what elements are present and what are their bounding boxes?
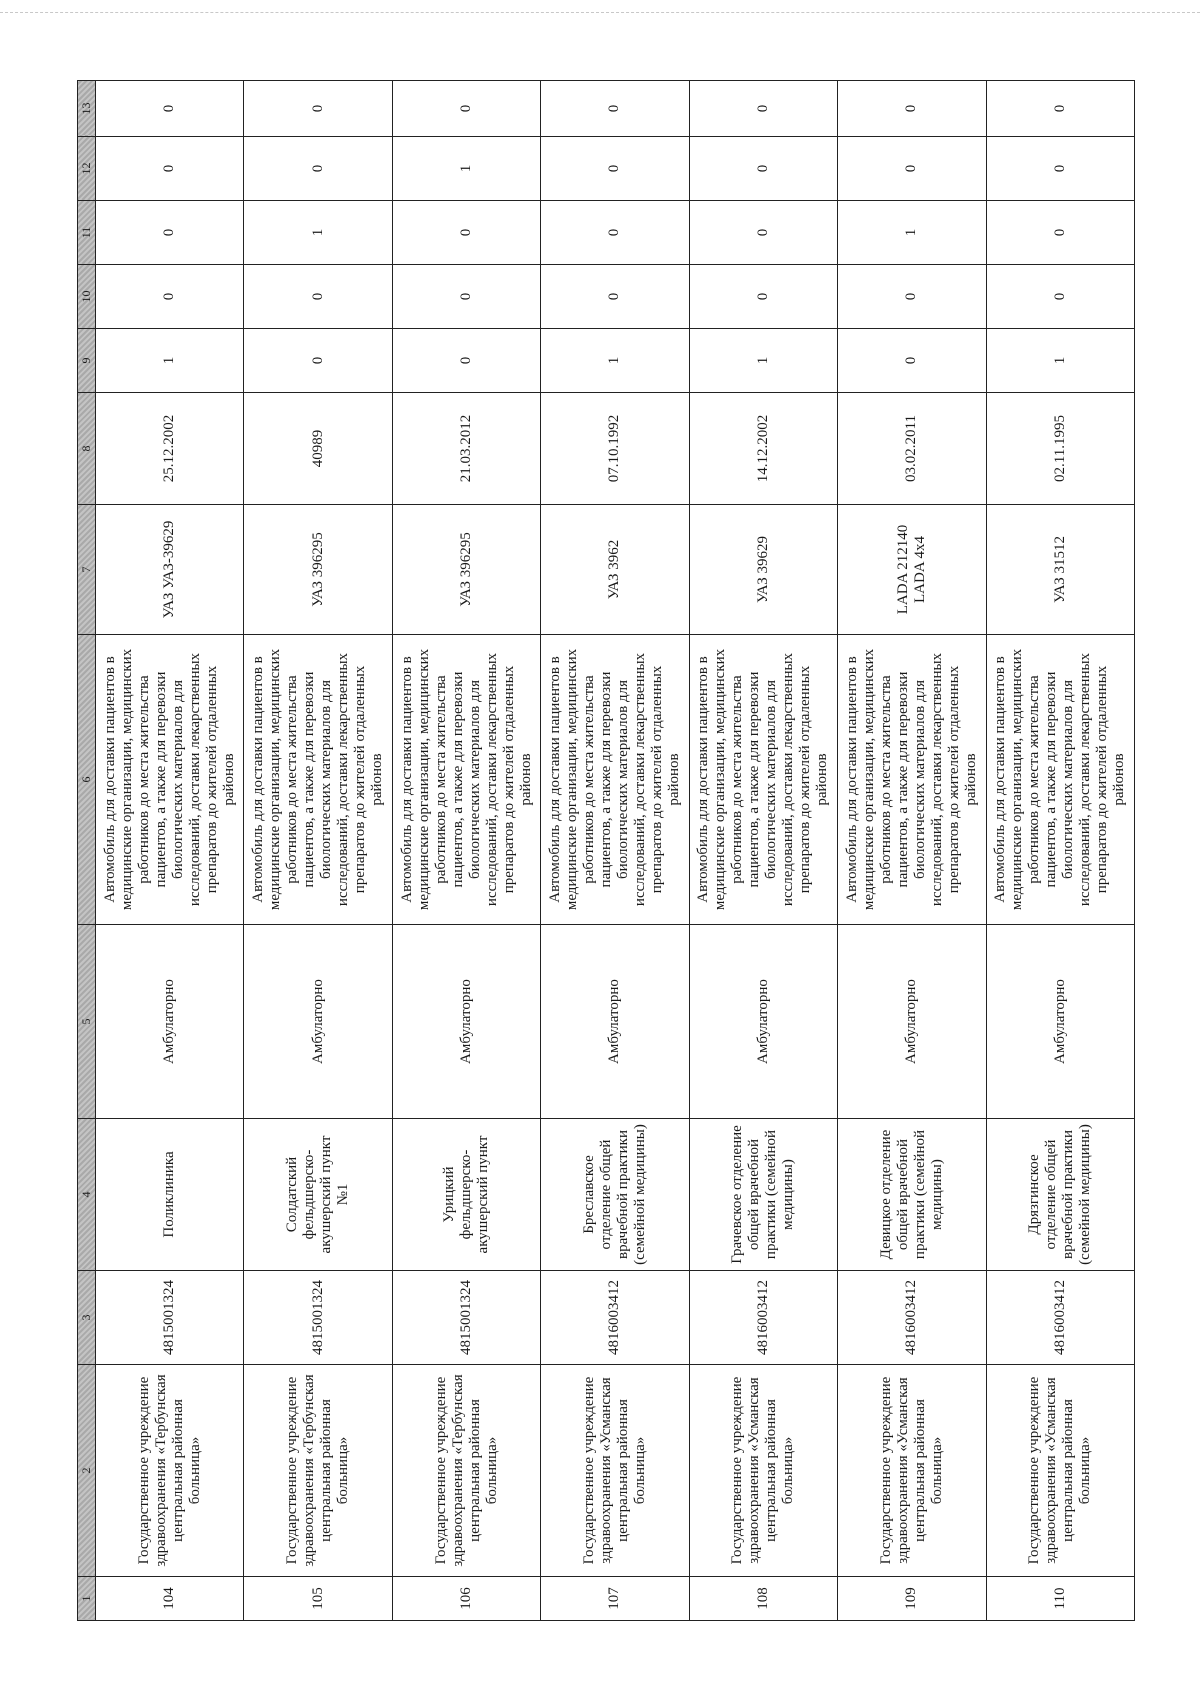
subdivision-name: Бреславское отделение общей врачебной практики (семейной медицины) <box>541 1119 689 1271</box>
vehicle-purpose: Автомобиль для доставки пациентов в медицинские организации, медицинских работников до места жительства пациентов, а также для перевозки биологических материалов для исследований, доставки лекарственных препаратов до жителей отдаленных районов <box>96 635 244 925</box>
table-row <box>689 81 837 1621</box>
rotated-page <box>77 81 1135 1621</box>
care-conditions: Амбулаторно <box>838 925 986 1119</box>
value-col-12: 0 <box>244 137 392 201</box>
column-header: 13 <box>78 81 96 137</box>
vehicle-model: УАЗ 39629 <box>689 505 837 635</box>
value-col-13: 0 <box>541 81 689 137</box>
vehicle-date: 14.12.2002 <box>689 393 837 505</box>
value-col-13: 0 <box>392 81 540 137</box>
care-conditions: Амбулаторно <box>541 925 689 1119</box>
care-conditions: Амбулаторно <box>689 925 837 1119</box>
value-col-13: 0 <box>689 81 837 137</box>
organization-name: Государственное учреждение здравоохранения «Усманская центральная районная больница» <box>541 1365 689 1577</box>
value-col-12: 0 <box>689 137 837 201</box>
scan-edge-line <box>0 12 1200 13</box>
organization-name: Государственное учреждение здравоохранения «Тербунская центральная районная больница» <box>244 1365 392 1577</box>
value-col-10: 0 <box>689 265 837 329</box>
vehicle-date: 02.11.1995 <box>986 393 1134 505</box>
subdivision-name: Солдатский фельдшерско-акушерский пункт №1 <box>244 1119 392 1271</box>
row-number: 104 <box>96 1577 244 1621</box>
value-col-9: 0 <box>244 329 392 393</box>
value-col-10: 0 <box>986 265 1134 329</box>
value-col-9: 1 <box>986 329 1134 393</box>
inn-code: 4816003412 <box>541 1271 689 1365</box>
vehicle-model: УАЗ 396295 <box>244 505 392 635</box>
value-col-11: 0 <box>392 201 540 265</box>
vehicle-purpose: Автомобиль для доставки пациентов в медицинские организации, медицинских работников до места жительства пациентов, а также для перевозки биологических материалов для исследований, доставки лекарственных препаратов до жителей отдаленных районов <box>689 635 837 925</box>
value-col-11: 1 <box>244 201 392 265</box>
value-col-11: 0 <box>541 201 689 265</box>
value-col-12: 0 <box>838 137 986 201</box>
organization-name: Государственное учреждение здравоохранения «Усманская центральная районная больница» <box>838 1365 986 1577</box>
value-col-9: 0 <box>392 329 540 393</box>
row-number: 105 <box>244 1577 392 1621</box>
vehicle-model: УАЗ 396295 <box>392 505 540 635</box>
value-col-13: 0 <box>96 81 244 137</box>
vehicle-model: LADA 212140 LADA 4x4 <box>838 505 986 635</box>
column-header: 7 <box>78 505 96 635</box>
vehicle-model: УАЗ 3962 <box>541 505 689 635</box>
column-header: 9 <box>78 329 96 393</box>
column-header: 10 <box>78 265 96 329</box>
vehicle-date: 03.02.2011 <box>838 393 986 505</box>
vehicle-purpose: Автомобиль для доставки пациентов в медицинские организации, медицинских работников до места жительства пациентов, а также для перевозки биологических материалов для исследований, доставки лекарственных препаратов до жителей отдаленных районов <box>838 635 986 925</box>
value-col-11: 0 <box>689 201 837 265</box>
table-row <box>244 81 392 1621</box>
column-header: 2 <box>78 1365 96 1577</box>
vehicle-date: 25.12.2002 <box>96 393 244 505</box>
care-conditions: Амбулаторно <box>96 925 244 1119</box>
organization-name: Государственное учреждение здравоохранения «Усманская центральная районная больница» <box>689 1365 837 1577</box>
organization-name: Государственное учреждение здравоохранения «Тербунская центральная районная больница» <box>392 1365 540 1577</box>
vehicle-purpose: Автомобиль для доставки пациентов в медицинские организации, медицинских работников до места жительства пациентов, а также для перевозки биологических материалов для исследований, доставки лекарственных препаратов до жителей отдаленных районов <box>986 635 1134 925</box>
value-col-9: 1 <box>96 329 244 393</box>
value-col-12: 0 <box>96 137 244 201</box>
organization-name: Государственное учреждение здравоохранения «Тербунская центральная районная больница» <box>96 1365 244 1577</box>
value-col-13: 0 <box>838 81 986 137</box>
table-row <box>838 81 986 1621</box>
value-col-10: 0 <box>244 265 392 329</box>
vehicle-purpose: Автомобиль для доставки пациентов в медицинские организации, медицинских работников до места жительства пациентов, а также для перевозки биологических материалов для исследований, доставки лекарственных препаратов до жителей отдаленных районов <box>541 635 689 925</box>
value-col-10: 0 <box>96 265 244 329</box>
organization-name: Государственное учреждение здравоохранения «Усманская центральная районная больница» <box>986 1365 1134 1577</box>
vehicle-date: 21.03.2012 <box>392 393 540 505</box>
vehicle-registry-table <box>77 80 1135 1621</box>
value-col-10: 0 <box>838 265 986 329</box>
column-header: 3 <box>78 1271 96 1365</box>
value-col-12: 0 <box>541 137 689 201</box>
vehicle-model: УАЗ УАЗ-39629 <box>96 505 244 635</box>
column-header: 5 <box>78 925 96 1119</box>
vehicle-date: 40989 <box>244 393 392 505</box>
column-header: 6 <box>78 635 96 925</box>
table-row <box>541 81 689 1621</box>
inn-code: 4816003412 <box>689 1271 837 1365</box>
inn-code: 4816003412 <box>986 1271 1134 1365</box>
value-col-12: 1 <box>392 137 540 201</box>
subdivision-name: Грачевское отделение общей врачебной практики (семейной медицины) <box>689 1119 837 1271</box>
inn-code: 4815001324 <box>392 1271 540 1365</box>
column-number-header-row <box>78 81 96 1621</box>
table-row <box>986 81 1134 1621</box>
column-header: 8 <box>78 393 96 505</box>
subdivision-name: Девицкое отделение общей врачебной практики (семейной медицины) <box>838 1119 986 1271</box>
value-col-11: 1 <box>838 201 986 265</box>
column-header: 4 <box>78 1119 96 1271</box>
value-col-13: 0 <box>986 81 1134 137</box>
vehicle-model: УАЗ 31512 <box>986 505 1134 635</box>
care-conditions: Амбулаторно <box>986 925 1134 1119</box>
subdivision-name: Дрязгинское отделение общей врачебной практики (семейной медицины) <box>986 1119 1134 1271</box>
subdivision-name: Поликлиника <box>96 1119 244 1271</box>
column-header: 1 <box>78 1577 96 1621</box>
row-number: 108 <box>689 1577 837 1621</box>
inn-code: 4816003412 <box>838 1271 986 1365</box>
column-header: 12 <box>78 137 96 201</box>
column-header: 11 <box>78 201 96 265</box>
inn-code: 4815001324 <box>244 1271 392 1365</box>
inn-code: 4815001324 <box>96 1271 244 1365</box>
value-col-13: 0 <box>244 81 392 137</box>
subdivision-name: Урицкий фельдшерско-акушерский пункт <box>392 1119 540 1271</box>
care-conditions: Амбулаторно <box>244 925 392 1119</box>
table-row <box>96 81 244 1621</box>
table-row <box>392 81 540 1621</box>
value-col-10: 0 <box>392 265 540 329</box>
value-col-12: 0 <box>986 137 1134 201</box>
value-col-9: 1 <box>689 329 837 393</box>
vehicle-date: 07.10.1992 <box>541 393 689 505</box>
vehicle-purpose: Автомобиль для доставки пациентов в медицинские организации, медицинских работников до места жительства пациентов, а также для перевозки биологических материалов для исследований, доставки лекарственных препаратов до жителей отдаленных районов <box>392 635 540 925</box>
value-col-9: 1 <box>541 329 689 393</box>
care-conditions: Амбулаторно <box>392 925 540 1119</box>
value-col-10: 0 <box>541 265 689 329</box>
row-number: 106 <box>392 1577 540 1621</box>
value-col-11: 0 <box>96 201 244 265</box>
row-number: 109 <box>838 1577 986 1621</box>
value-col-9: 0 <box>838 329 986 393</box>
row-number: 110 <box>986 1577 1134 1621</box>
value-col-11: 0 <box>986 201 1134 265</box>
vehicle-purpose: Автомобиль для доставки пациентов в медицинские организации, медицинских работников до места жительства пациентов, а также для перевозки биологических материалов для исследований, доставки лекарственных препаратов до жителей отдаленных районов <box>244 635 392 925</box>
row-number: 107 <box>541 1577 689 1621</box>
